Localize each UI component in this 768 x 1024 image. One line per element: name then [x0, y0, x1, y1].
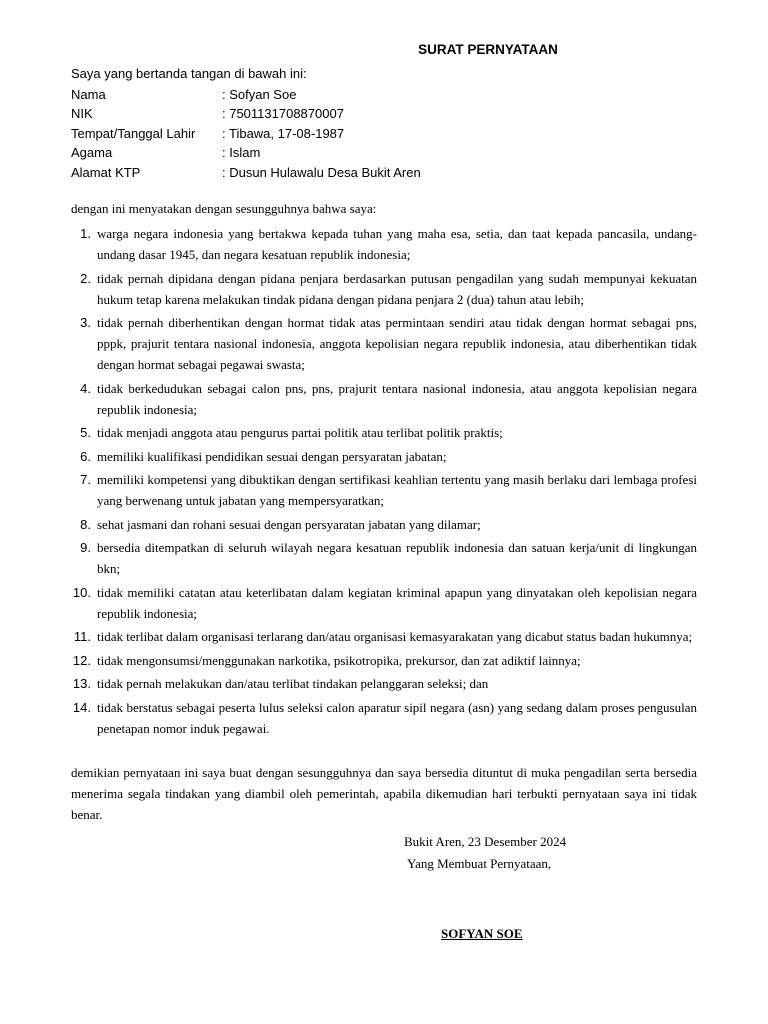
identity-label: Nama	[71, 87, 106, 102]
identity-value: : Islam	[222, 145, 261, 161]
item-text: tidak pernah dipidana dengan pidana penjara berdasarkan putusan pengadilan yang sudah mempunyai kekuatan hukum tetap karena melakukan tindak pidana dengan pidana penjara 2 (dua) tahun atau lebih;	[97, 270, 697, 307]
document-title: SURAT PERNYATAAN	[418, 42, 558, 57]
item-text: tidak pernah diberhentikan dengan hormat tidak atas permintaan sendiri atau tidak dengan hormat sebagai pns, pppk, prajurit tentara nasional indonesia, anggota kepolisian negara republik indonesia, atau diberhentikan tidak dengan hormat sebagai pegawai swasta;	[97, 315, 697, 372]
item-number: 14.	[72, 699, 91, 715]
item-number: 8.	[80, 516, 91, 532]
list-item	[0, 312, 768, 375]
statement-lead: dengan ini menyatakan dengan sesungguhnya bahwa saya:	[71, 201, 377, 216]
item-text: tidak mengonsumsi/menggunakan narkotika, psikotropika, prekursor, dan zat adiktif lainnya;	[97, 652, 581, 668]
item-text: memiliki kompetensi yang dibuktikan dengan sertifikasi keahlian tertentu yang masih berlaku dari lembaga profesi yang berwenang untuk jabatan yang mempersyaratkan;	[97, 472, 697, 508]
list-item	[0, 537, 768, 579]
item-text: tidak berkedudukan sebagai calon pns, pns, prajurit tentara nasional indonesia, atau anggota kepolisian negara republik indonesia;	[97, 380, 697, 417]
list-item	[0, 673, 768, 694]
identity-label: Alamat KTP	[71, 164, 141, 180]
item-number: 5.	[80, 425, 91, 440]
identity-label: Tempat/Tanggal Lahir	[71, 125, 196, 141]
list-item	[0, 446, 768, 467]
item-number: 10.	[72, 584, 91, 600]
item-number: 4.	[80, 380, 91, 396]
item-text: tidak memiliki catatan atau keterlibatan dalam kegiatan kriminal apapun yang dinyatakan oleh kepolisian negara republik indonesia;	[97, 584, 697, 621]
item-text: bersedia ditempatkan di seluruh wilayah negara kesatuan republik indonesia dan satuan kerja/unit di lingkungan bkn;	[97, 540, 697, 576]
identity-value: : Tibawa, 17-08-1987	[222, 125, 345, 141]
list-item	[0, 697, 768, 739]
item-number: 7.	[80, 472, 91, 487]
signature-caption: Yang Membuat Pernyataan,	[407, 856, 552, 871]
list-item	[0, 469, 768, 511]
item-text: tidak menjadi anggota atau pengurus partai politik atau terlibat politik praktis;	[97, 425, 503, 440]
item-number: 12.	[72, 652, 91, 668]
item-number: 2.	[80, 270, 91, 286]
list-item	[0, 626, 768, 647]
identity-value: : 7501131708870007	[222, 106, 344, 122]
item-number: 1.	[80, 226, 91, 241]
identity-label: NIK	[71, 106, 93, 122]
item-text: sehat jasmani dan rohani sesuai dengan persyaratan jabatan yang dilamar;	[97, 516, 481, 532]
item-number: 11.	[73, 629, 91, 644]
list-item	[0, 514, 768, 535]
list-item	[0, 650, 768, 671]
list-item	[0, 268, 768, 310]
item-number: 6.	[80, 448, 91, 464]
statement-list	[0, 223, 768, 741]
identity-label: Agama	[71, 145, 113, 161]
signer-name: SOFYAN SOE	[441, 926, 523, 941]
item-text: tidak terlibat dalam organisasi terlarang dan/atau organisasi kemasyarakatan yang dicabut status badan hukumnya;	[97, 629, 693, 644]
item-text: tidak pernah melakukan dan/atau terlibat tindakan pelanggaran seleksi; dan	[97, 676, 489, 691]
identity-value: : Sofyan Soe	[222, 87, 297, 102]
item-text: warga negara indonesia yang bertakwa kepada tuhan yang maha esa, setia, dan taat kepada pancasila, undang-undang dasar 1945, dan negara kesatuan republik indonesia;	[97, 226, 697, 262]
item-text: memiliki kualifikasi pendidikan sesuai dengan persyaratan jabatan;	[97, 448, 447, 464]
intro-text: Saya yang bertanda tangan di bawah ini:	[71, 66, 307, 81]
item-number: 13.	[72, 676, 91, 691]
identity-value: : Dusun Hulawalu Desa Bukit Aren	[222, 164, 421, 180]
place-date: Bukit Aren, 23 Desember 2024	[404, 834, 567, 849]
list-item	[0, 422, 768, 443]
list-item	[0, 378, 768, 420]
item-number: 3.	[80, 315, 91, 330]
item-number: 9.	[80, 540, 91, 555]
closing-paragraph: demikian pernyataan ini saya buat dengan sesungguhnya dan saya bersedia dituntut di muka pengadilan serta bersedia menerima segala tindakan yang diambil oleh pemerintah, apabila dikemudian hari terbukti pernyataan saya ini tidak benar.	[71, 765, 697, 822]
list-item	[0, 223, 768, 265]
item-text: tidak berstatus sebagai peserta lulus seleksi calon aparatur sipil negara (asn) yang sedang dalam proses pengusulan penetapan nomor induk pegawai.	[97, 699, 697, 736]
list-item	[0, 582, 768, 624]
